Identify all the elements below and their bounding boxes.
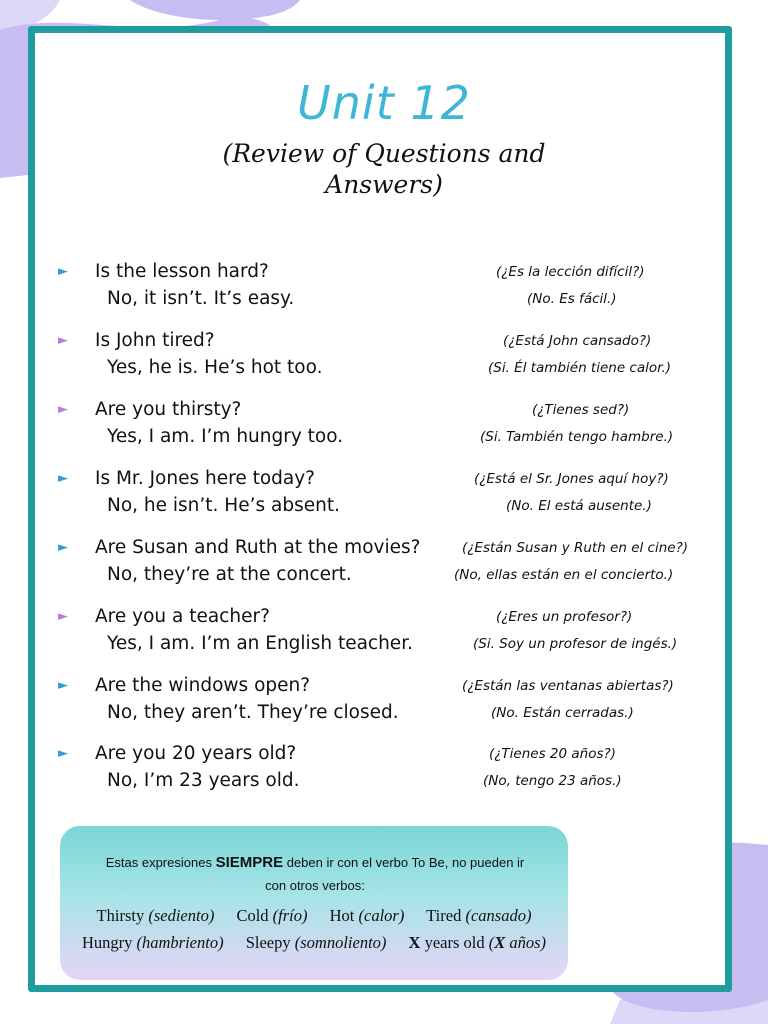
bullet-arrow-icon: ►	[58, 471, 68, 486]
question-text: Are you 20 years old?	[95, 743, 297, 764]
question-text: Is John tired?	[95, 330, 215, 351]
vocab-x-italic: X	[494, 933, 506, 952]
vocab-translation: (cansado)	[465, 906, 532, 925]
qa-item	[58, 535, 718, 591]
answer-text: Yes, he is. He’s hot too.	[107, 357, 323, 378]
qa-item	[58, 259, 718, 315]
vocab-translation-open: (	[488, 933, 495, 952]
note-vocab-row-1	[60, 906, 568, 926]
question-translation: (¿Está el Sr. Jones aquí hoy?)	[474, 471, 669, 487]
subtitle-line-2: Answers)	[325, 170, 443, 199]
vocab-translation: (sediento)	[148, 906, 215, 925]
question-text: Are Susan and Ruth at the movies?	[95, 537, 421, 558]
qa-item	[58, 604, 718, 660]
vocab-term: years old	[424, 933, 485, 952]
vocab-translation: (frío)	[272, 906, 308, 925]
answer-translation: (No. El está ausente.)	[506, 498, 652, 514]
vocab-translation: años)	[509, 933, 547, 952]
note-text-before: Estas expresiones	[105, 855, 212, 870]
question-translation: (¿Están las ventanas abiertas?)	[462, 678, 674, 694]
question-text: Are you thirsty?	[95, 399, 242, 420]
vocab-term: Cold	[236, 906, 269, 925]
question-translation: (¿Eres un profesor?)	[496, 609, 633, 625]
qa-item	[58, 328, 718, 384]
question-text: Is the lesson hard?	[95, 261, 269, 282]
note-text-line2: con otros verbos:	[265, 878, 365, 893]
vocab-translation: (somnoliento)	[294, 933, 387, 952]
answer-translation: (Si. También tengo hambre.)	[480, 429, 674, 445]
answer-translation: (No, tengo 23 años.)	[483, 773, 622, 789]
note-emphasis: SIEMPRE	[215, 854, 284, 871]
answer-text: Yes, I am. I’m an English teacher.	[107, 633, 413, 654]
answer-text: No, they aren’t. They’re closed.	[107, 702, 399, 723]
question-text: Are the windows open?	[95, 675, 311, 696]
vocab-term: Hungry	[81, 933, 133, 952]
answer-translation: (No, ellas están en el concierto.)	[454, 567, 674, 583]
question-translation: (¿Tienes sed?)	[532, 402, 630, 418]
question-text: Are you a teacher?	[95, 606, 270, 627]
note-box	[60, 826, 568, 980]
answer-text: Yes, I am. I’m hungry too.	[107, 426, 344, 447]
answer-text: No, I’m 23 years old.	[107, 770, 300, 791]
answer-translation: (Si. Él también tiene calor.)	[488, 360, 672, 376]
answer-text: No, it isn’t. It’s easy.	[107, 288, 295, 309]
bullet-arrow-icon: ►	[58, 264, 68, 279]
page-title: Unit 12	[297, 76, 471, 130]
vocab-translation: (hambriento)	[136, 933, 224, 952]
vocab-x: X	[408, 933, 421, 952]
question-translation: (¿Está John cansado?)	[503, 333, 652, 349]
bullet-arrow-icon: ►	[58, 609, 68, 624]
qa-item	[58, 673, 718, 729]
answer-text: No, he isn’t. He’s absent.	[107, 495, 340, 516]
question-translation: (¿Es la lección difícil?)	[496, 264, 645, 280]
answer-text: No, they’re at the concert.	[107, 564, 352, 585]
vocab-term: Sleepy	[245, 933, 291, 952]
vocab-term: Thirsty	[96, 906, 145, 925]
question-text: Is Mr. Jones here today?	[95, 468, 315, 489]
vocab-term: Tired	[426, 906, 462, 925]
answer-translation: (Si. Soy un profesor de ingés.)	[473, 636, 678, 652]
answer-translation: (No. Están cerradas.)	[491, 705, 634, 721]
qa-item	[58, 397, 718, 453]
bullet-arrow-icon: ►	[58, 746, 68, 761]
note-vocab-row-2	[60, 933, 568, 953]
subtitle-line-1: (Review of Questions and	[222, 139, 546, 168]
bullet-arrow-icon: ►	[58, 402, 68, 417]
question-translation: (¿Tienes 20 años?)	[489, 746, 616, 762]
bullet-arrow-icon: ►	[58, 333, 68, 348]
vocab-term: Hot	[329, 906, 355, 925]
qa-item	[58, 741, 718, 797]
bullet-arrow-icon: ►	[58, 678, 68, 693]
answer-translation: (No. Es fácil.)	[527, 291, 617, 307]
note-intro	[82, 851, 548, 897]
vocab-translation: (calor)	[358, 906, 405, 925]
question-translation: (¿Están Susan y Ruth en el cine?)	[462, 540, 689, 556]
page-subtitle	[0, 138, 768, 200]
qa-item	[58, 466, 718, 522]
note-text-after: deben ir con el verbo To Be, no pueden ir	[286, 855, 525, 870]
bullet-arrow-icon: ►	[58, 540, 68, 555]
